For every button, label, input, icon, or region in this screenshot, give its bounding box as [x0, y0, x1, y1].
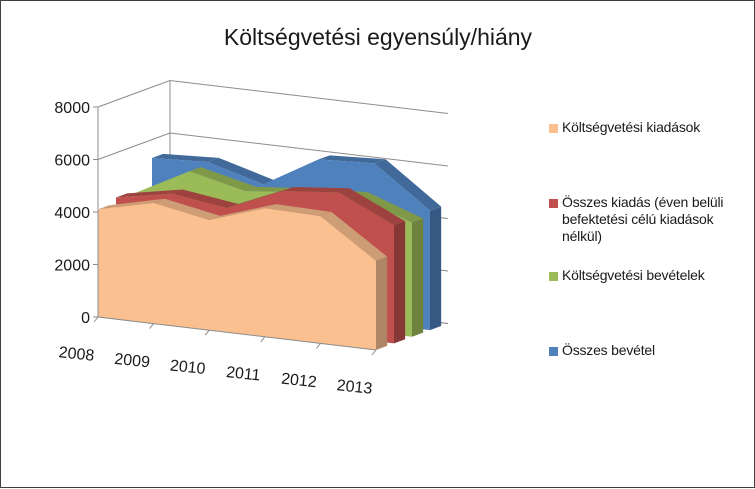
y-tick-label: 8000	[54, 100, 90, 117]
gridline	[98, 81, 448, 114]
x-tick-label: 2011	[225, 364, 262, 385]
x-tick	[150, 324, 154, 329]
legend-label-osszes-kiadas: Összes kiadás (éven belüli befektetési célú kiadások nélkül)	[562, 194, 724, 244]
x-tick-label: 2013	[335, 377, 374, 398]
legend-swatch-koltsegvetesi-bevetelek	[549, 272, 558, 281]
x-tick-label: 2012	[280, 370, 318, 392]
x-tick-label: 2009	[113, 350, 151, 372]
legend-label-koltsegvetesi-bevetelek: Költségvetési bevételek	[562, 267, 705, 283]
x-tick	[205, 330, 209, 335]
legend-label-osszes-bevetel: Összes bevétel	[562, 342, 655, 358]
y-tick-label: 4000	[54, 205, 90, 222]
area-chart	[1, 1, 755, 489]
y-tick-label: 6000	[54, 152, 90, 170]
area-side	[430, 207, 441, 331]
gridline	[98, 133, 448, 166]
x-tick-label: 2010	[169, 357, 207, 379]
area-side	[394, 221, 405, 343]
chart-title: Költségvetési egyensúly/hiány	[223, 24, 533, 50]
x-tick	[372, 350, 376, 355]
area-side	[376, 257, 387, 350]
legend-label-koltsegvetesi-kiadasok: Költségvetési kiadások	[562, 119, 701, 135]
x-tick-label: 2008	[57, 344, 96, 365]
y-tick-label: 2000	[54, 257, 90, 275]
y-tick-label: 0	[81, 310, 90, 327]
legend-swatch-osszes-kiadas	[549, 199, 558, 208]
x-tick	[316, 343, 320, 348]
legend-swatch-koltsegvetesi-kiadasok	[549, 124, 558, 133]
x-tick	[261, 337, 265, 342]
x-tick	[94, 317, 98, 322]
legend-swatch-osszes-bevetel	[549, 347, 558, 356]
area-side	[412, 218, 423, 336]
